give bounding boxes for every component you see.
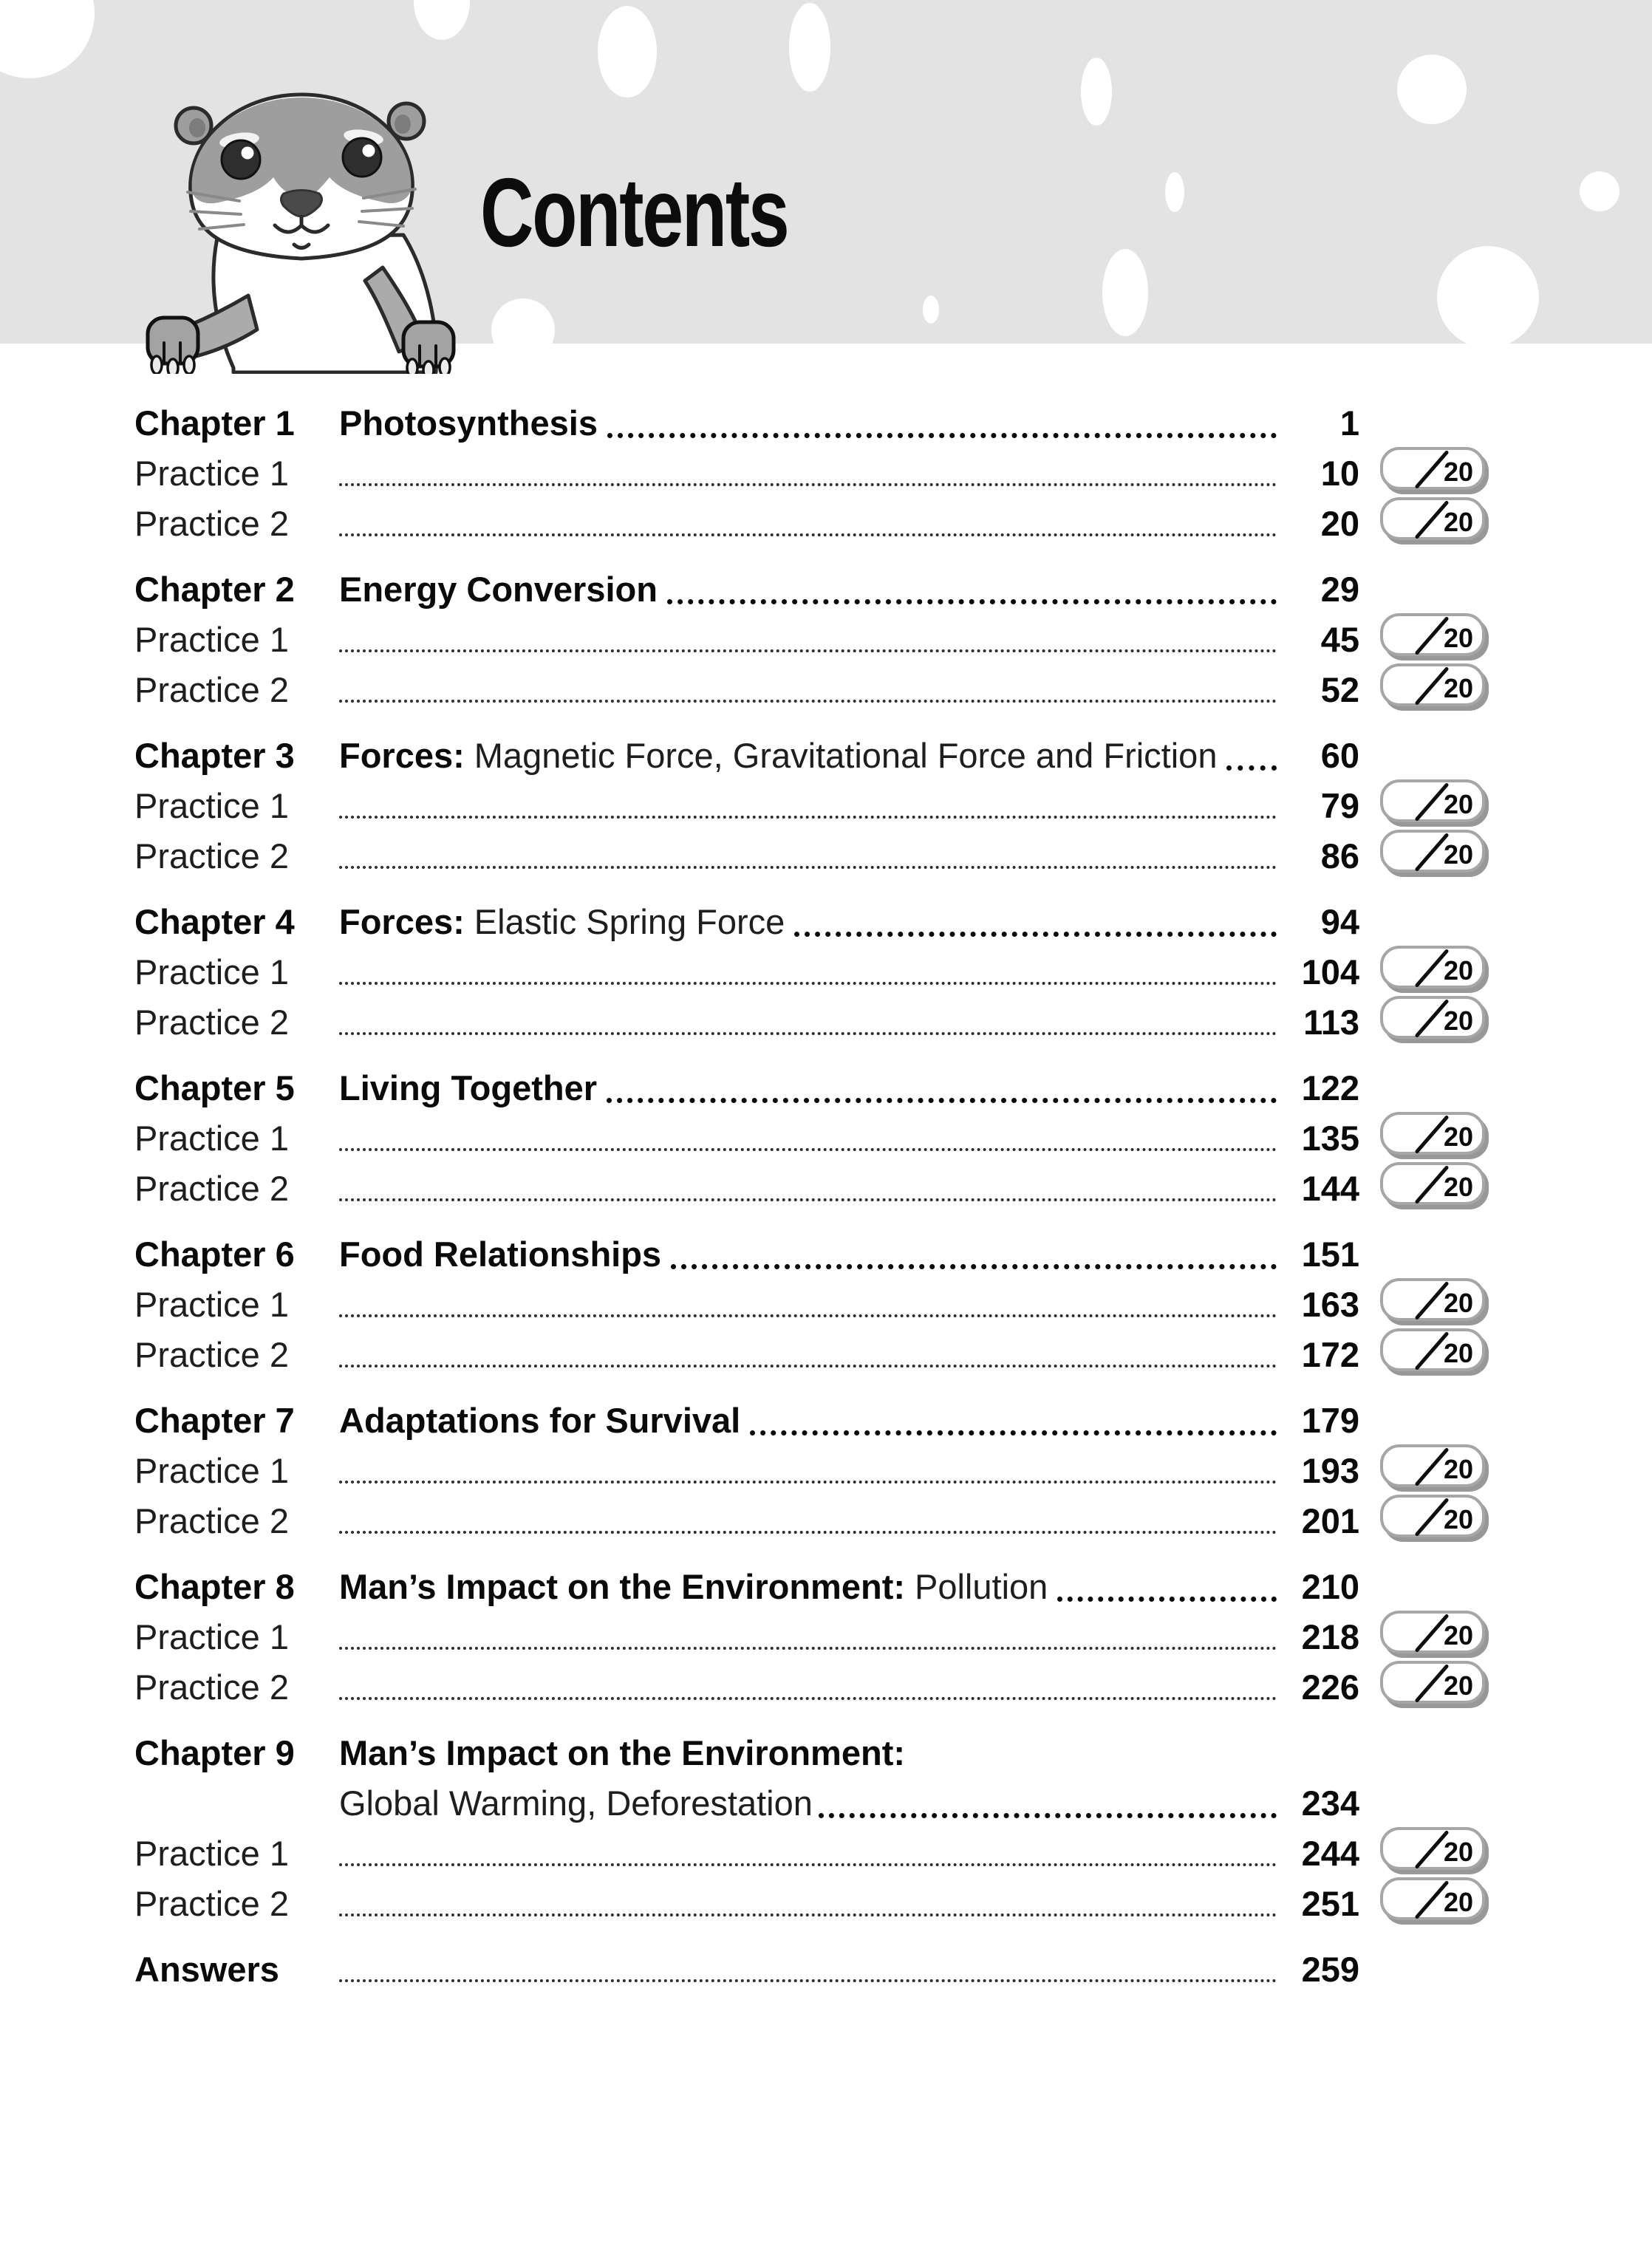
bubble-decoration [1165,172,1184,212]
chapter-block [134,564,1485,714]
chapter-row [134,397,1485,448]
chapter-row [134,1395,1485,1445]
score-badge [1380,1495,1485,1537]
bubble-decoration [789,3,830,92]
practice-page: 52 [1320,669,1359,709]
bubble-decoration [1397,55,1467,124]
practice-page: 193 [1301,1450,1359,1490]
chapter-title-bold: Energy Conversion [339,569,658,609]
badge-slot [1359,784,1485,827]
leader-wrap [339,1291,1277,1317]
practice-row [134,664,1485,714]
chapter-label: Chapter 3 [134,735,295,775]
practice-page: 79 [1320,785,1359,825]
practice-row [134,946,1485,997]
score-badge [1380,779,1485,822]
score-denominator: 20 [1443,507,1473,537]
practice-page: 20 [1320,503,1359,543]
chapter-block [134,1727,1485,1928]
practice-page: 244 [1301,1833,1359,1873]
score-denominator: 20 [1443,623,1473,653]
leader-wrap [339,1624,1277,1650]
dotted-leader [667,574,1277,604]
practice-page: 163 [1301,1284,1359,1324]
practice-label: Practice 2 [134,1168,289,1208]
practice-row [134,1611,1485,1662]
dotted-leader [1057,1571,1277,1602]
chapter-title-bold: Food Relationships [339,1234,662,1274]
practice-page: 45 [1320,619,1359,659]
practice-row [134,1113,1485,1163]
dotted-leader [339,1508,1277,1534]
badge-slot [1359,1499,1485,1542]
chapter-title-regular: Global Warming, Deforestation [339,1783,813,1823]
practice-label: Practice 2 [134,669,289,709]
chapter-title-regular: Elastic Spring Force [474,901,785,941]
chapter-page: 94 [1320,901,1359,941]
practice-label: Practice 2 [134,1667,289,1707]
score-badge [1380,497,1485,540]
chapter-title [339,735,1277,775]
score-badge [1380,1278,1485,1321]
dotted-leader [339,959,1277,985]
bubble-decoration [1437,246,1539,344]
badge-slot [1359,1615,1485,1658]
practice-row [134,830,1485,881]
score-denominator: 20 [1443,1172,1473,1202]
score-badge [1380,1444,1485,1487]
dotted-leader [339,1125,1277,1151]
score-denominator: 20 [1443,673,1473,703]
badge-slot [1359,834,1485,877]
chapter-title-bold: Forces: [339,735,465,775]
leader-wrap [339,1175,1277,1201]
dotted-leader [339,1624,1277,1650]
practice-page: 251 [1301,1883,1359,1923]
chapter-row [134,896,1485,946]
chapter-row [134,1229,1485,1279]
chapter-label: Chapter 7 [134,1400,295,1440]
leader-wrap [339,1674,1277,1700]
score-badge [1380,1112,1485,1155]
bubble-decoration [1081,58,1112,126]
practice-label: Practice 2 [134,503,289,543]
score-denominator: 20 [1443,1338,1473,1368]
chapter-page: 179 [1301,1400,1359,1440]
chapter-title [339,1234,1277,1274]
practice-page: 10 [1320,453,1359,493]
badge-slot [1359,1831,1485,1874]
practice-page: 113 [1303,1002,1359,1042]
chapter-title [339,1727,1277,1828]
badge-slot [1359,1283,1485,1325]
practice-label: Practice 1 [134,1118,289,1158]
chapter-block [134,397,1485,548]
leader-wrap [339,1458,1277,1484]
score-denominator: 20 [1443,1670,1473,1701]
chapter-label: Chapter 8 [134,1566,295,1606]
practice-label: Practice 2 [134,1883,289,1923]
score-badge [1380,1661,1485,1704]
dotted-leader [339,677,1277,703]
otter-mascot-illustration [145,81,458,374]
chapter-block [134,1395,1485,1546]
dotted-leader [339,843,1277,869]
chapter-page: 210 [1301,1566,1359,1606]
practice-row [134,1279,1485,1329]
chapter-page: 122 [1301,1068,1359,1107]
leader-wrap [339,627,1277,652]
bubble-decoration [414,0,470,40]
dotted-leader [339,793,1277,819]
practice-page: 226 [1301,1667,1359,1707]
dotted-leader [339,460,1277,486]
badge-slot [1359,502,1485,544]
score-badge [1380,946,1485,989]
chapter-page: 234 [1301,1783,1359,1823]
practice-label: Practice 1 [134,785,289,825]
chapter-title-bold: Man’s Impact on the Environment: [339,1566,905,1606]
leader-wrap [339,793,1277,819]
score-denominator: 20 [1443,457,1473,487]
practice-label: Practice 1 [134,1833,289,1873]
chapter-title-regular: Pollution [915,1566,1048,1606]
dotted-leader [339,1891,1277,1916]
practice-label: Practice 1 [134,619,289,659]
practice-label: Practice 1 [134,1450,289,1490]
practice-page: 104 [1301,952,1359,991]
badge-slot [1359,668,1485,711]
score-denominator: 20 [1443,1504,1473,1534]
score-badge [1380,1877,1485,1920]
score-denominator: 20 [1443,789,1473,819]
practice-row [134,1878,1485,1928]
leader-wrap [339,1009,1277,1035]
score-denominator: 20 [1443,1887,1473,1917]
dotted-leader [339,1674,1277,1700]
chapter-title [339,569,1277,609]
dotted-leader [339,1291,1277,1317]
practice-page: 135 [1301,1118,1359,1158]
chapter-label: Chapter 4 [134,901,295,941]
chapter-title-bold: Living Together [339,1068,598,1107]
score-badge [1380,447,1485,490]
answers-page: 259 [1301,1949,1359,1989]
badge-slot [1359,1167,1485,1209]
score-badge [1380,1827,1485,1870]
practice-label: Practice 1 [134,1617,289,1656]
chapter-page: 151 [1301,1234,1359,1274]
dotted-leader [339,511,1277,536]
chapter-title-bold: Forces: [339,901,465,941]
practice-row [134,1329,1485,1379]
score-denominator: 20 [1443,1620,1473,1650]
practice-row [134,448,1485,498]
practice-page: 86 [1320,836,1359,875]
badge-slot [1359,950,1485,993]
bubble-decoration [923,296,939,324]
badge-slot [1359,1882,1485,1925]
chapter-label: Chapter 9 [134,1732,295,1772]
practice-row [134,1163,1485,1213]
practice-label: Practice 1 [134,1284,289,1324]
practice-row [134,614,1485,664]
leader-wrap [339,677,1277,703]
practice-row [134,997,1485,1047]
answers-label: Answers [134,1949,279,1989]
chapter-title-line1 [339,1727,1277,1778]
chapter-block [134,1561,1485,1712]
chapter-label: Chapter 2 [134,569,295,609]
dotted-leader [339,627,1277,652]
leader-wrap [339,1840,1277,1866]
leader-wrap [339,460,1277,486]
chapter-row [134,564,1485,614]
practice-row [134,1495,1485,1546]
bubble-decoration [491,298,555,344]
dotted-leader [339,1956,1277,1982]
score-badge [1380,996,1485,1039]
chapter-label: Chapter 1 [134,403,295,443]
dotted-leader [339,1458,1277,1484]
chapter-title [339,1566,1277,1606]
badge-slot [1359,1449,1485,1492]
score-badge [1380,830,1485,873]
score-badge [1380,1328,1485,1371]
badge-slot [1359,451,1485,494]
dotted-leader [339,1342,1277,1368]
practice-label: Practice 2 [134,1334,289,1374]
chapter-title-bold: Photosynthesis [339,403,598,443]
leader-wrap [339,1342,1277,1368]
chapter-block [134,1229,1485,1379]
chapter-title [339,1400,1277,1440]
chapter-label: Chapter 6 [134,1234,295,1274]
dotted-leader [339,1840,1277,1866]
bubble-decoration [1580,171,1619,211]
chapter-block [134,896,1485,1047]
leader-wrap [339,1891,1277,1916]
chapter-row [134,1727,1485,1828]
leader-wrap [339,511,1277,536]
dotted-leader [607,1073,1277,1103]
dotted-leader [750,1405,1277,1435]
dotted-leader [819,1788,1277,1818]
score-denominator: 20 [1443,1288,1473,1318]
score-denominator: 20 [1443,839,1473,870]
chapter-block [134,1062,1485,1213]
practice-label: Practice 2 [134,836,289,875]
leader-wrap [339,843,1277,869]
practice-label: Practice 2 [134,1501,289,1540]
page-title: Contents [480,158,788,267]
answers-block [134,1944,1485,1994]
practice-row [134,1828,1485,1878]
chapter-title [339,901,1277,941]
chapter-block [134,730,1485,881]
chapter-page: 1 [1339,403,1359,443]
bubble-decoration [1102,249,1148,336]
score-denominator: 20 [1443,1837,1473,1867]
chapter-row [134,1062,1485,1113]
chapter-title-bold: Man’s Impact on the Environment: [339,1732,905,1772]
score-denominator: 20 [1443,955,1473,986]
chapter-title [339,403,1277,443]
badge-slot [1359,1333,1485,1376]
chapter-label: Chapter 5 [134,1068,295,1107]
practice-page: 172 [1301,1334,1359,1374]
chapter-title-line2 [339,1778,1277,1828]
badge-slot [1359,1000,1485,1043]
practice-page: 144 [1301,1168,1359,1208]
dotted-leader [607,408,1277,438]
chapter-row [134,730,1485,780]
dotted-leader [339,1009,1277,1035]
score-badge [1380,1162,1485,1205]
badge-slot [1359,1665,1485,1708]
score-badge [1380,663,1485,706]
score-denominator: 20 [1443,1006,1473,1036]
score-denominator: 20 [1443,1454,1473,1484]
practice-page: 218 [1301,1617,1359,1656]
toc [0,344,1652,1994]
practice-page: 201 [1301,1501,1359,1540]
score-denominator: 20 [1443,1122,1473,1152]
practice-label: Practice 2 [134,1002,289,1042]
chapter-row [134,1561,1485,1611]
leader-wrap [339,959,1277,985]
practice-label: Practice 1 [134,952,289,991]
badge-slot [1359,618,1485,660]
practice-label: Practice 1 [134,453,289,493]
chapter-title-bold: Adaptations for Survival [339,1400,741,1440]
bubble-decoration [0,0,95,78]
leader-wrap [339,1125,1277,1151]
dotted-leader [794,907,1277,937]
practice-row [134,498,1485,548]
chapter-title [339,1068,1277,1107]
score-badge [1380,1611,1485,1653]
leader-wrap [339,1508,1277,1534]
badge-slot [1359,1116,1485,1159]
dotted-leader [339,1175,1277,1201]
score-badge [1380,613,1485,656]
chapter-page: 29 [1320,569,1359,609]
dotted-leader [1226,740,1277,771]
practice-row [134,780,1485,830]
chapter-page: 60 [1320,735,1359,775]
practice-row [134,1445,1485,1495]
answers-row [134,1944,1485,1994]
chapter-title-regular: Magnetic Force, Gravitational Force and Friction [474,735,1218,775]
dotted-leader [671,1239,1277,1269]
leader-wrap [339,1956,1277,1982]
bubble-decoration [598,6,657,98]
practice-row [134,1662,1485,1712]
